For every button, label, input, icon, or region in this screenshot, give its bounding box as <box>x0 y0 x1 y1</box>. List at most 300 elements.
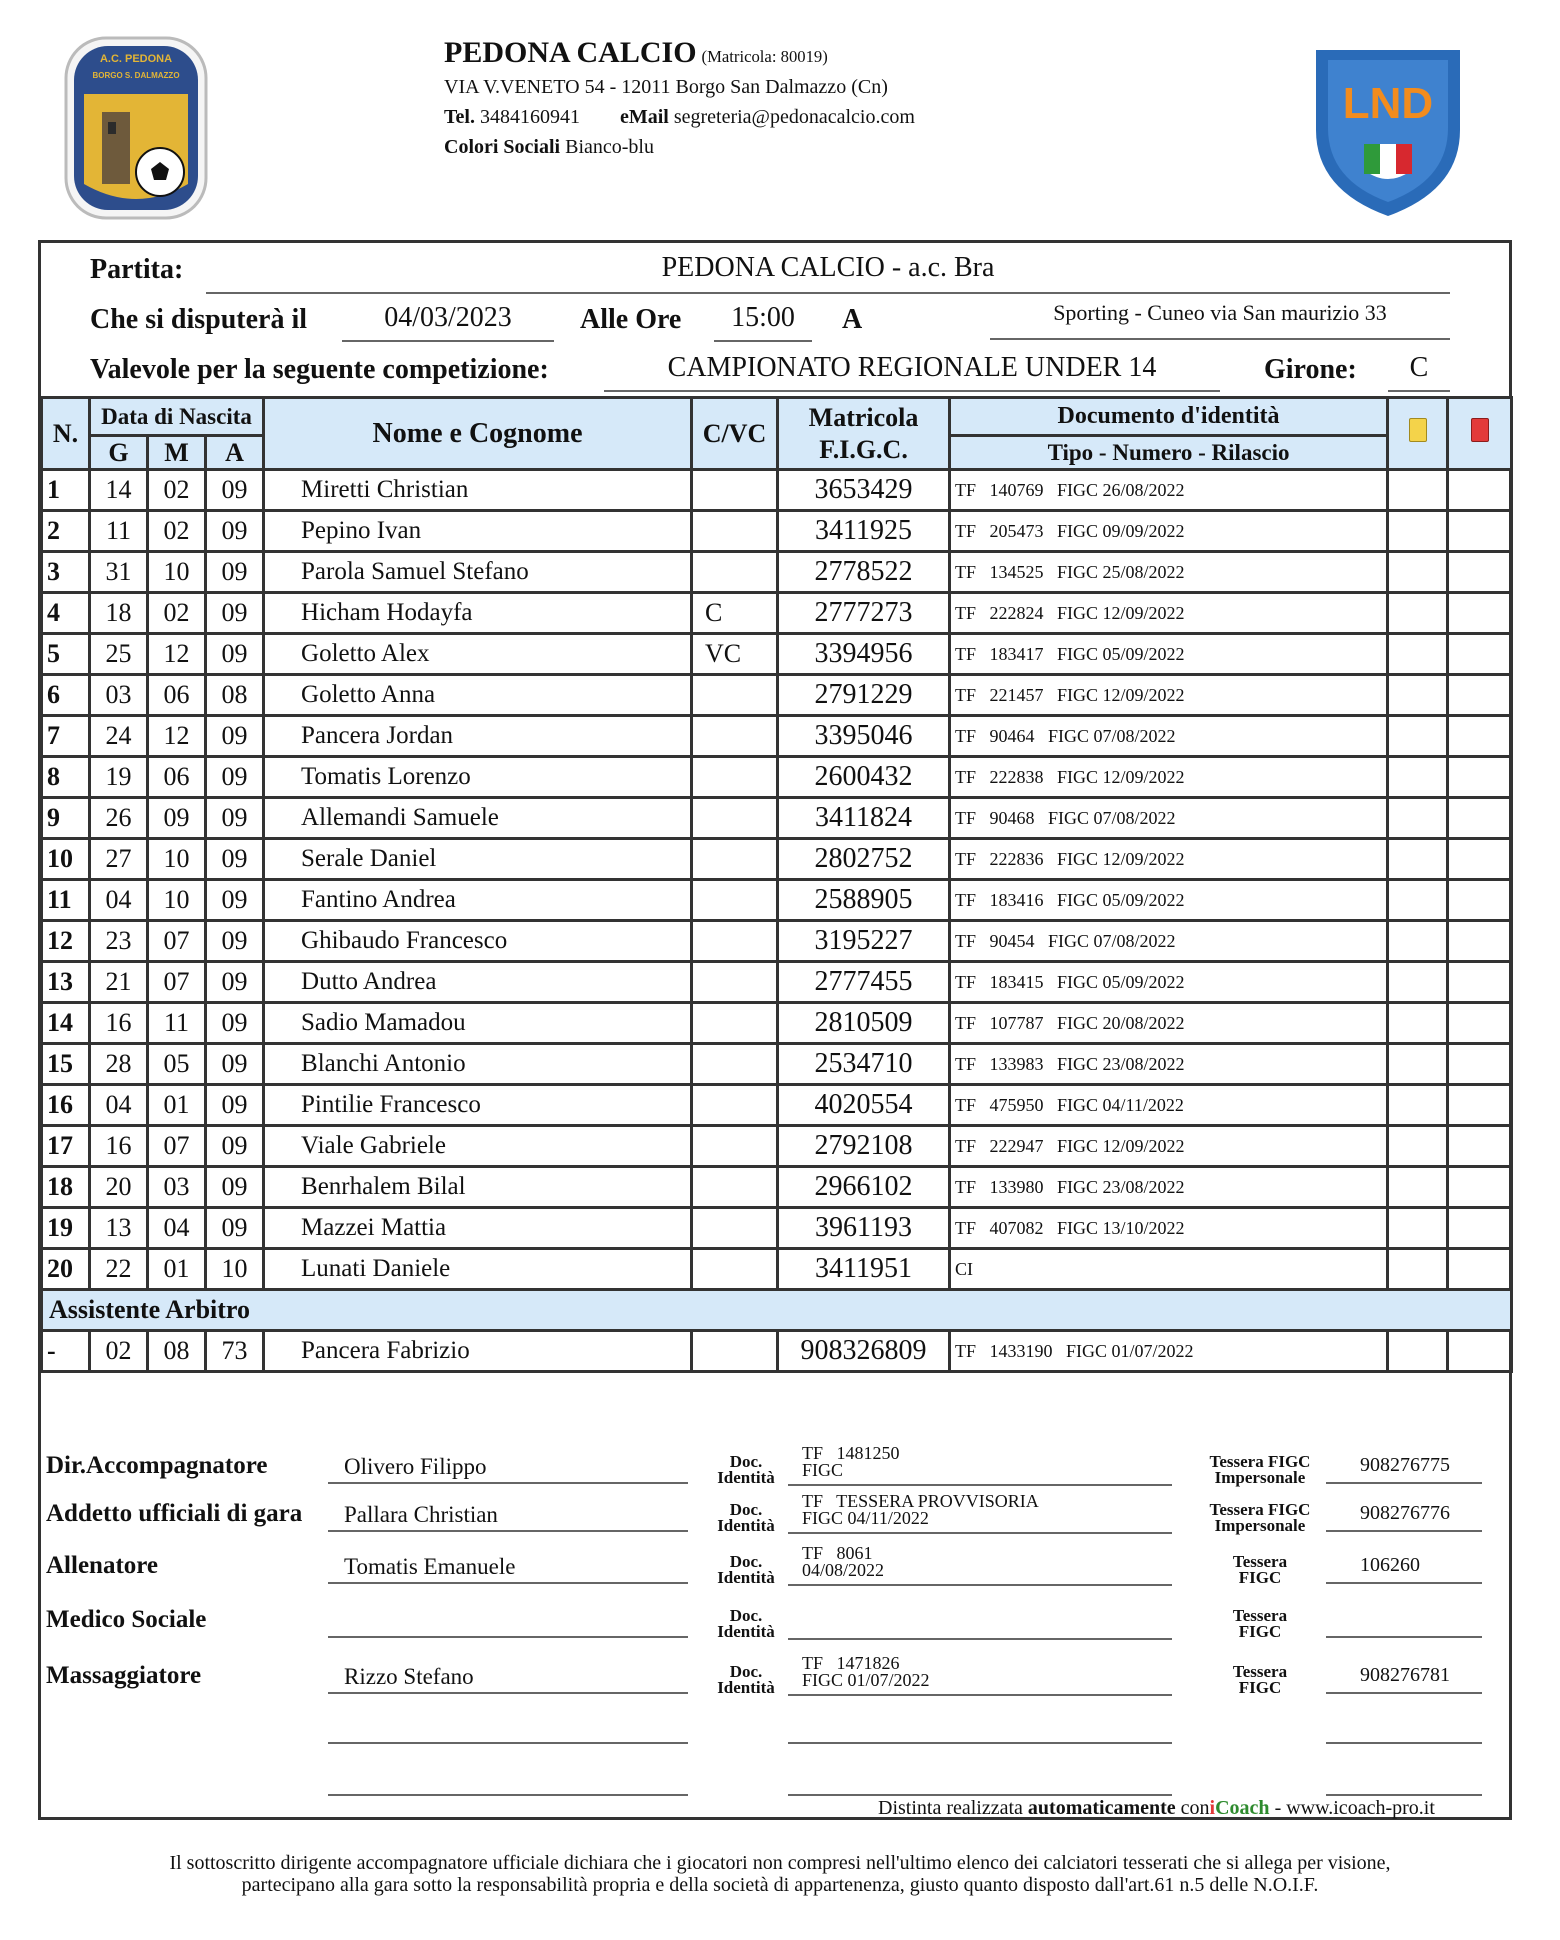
captain-cell[interactable] <box>692 1167 778 1208</box>
birth-year[interactable]: 09 <box>206 1085 264 1126</box>
matricola-cell[interactable]: 4020554 <box>778 1085 950 1126</box>
tessera-label-top: Tessera FIGC <box>1209 1452 1311 1471</box>
birth-month[interactable]: 10 <box>148 880 206 921</box>
doc-label-top: Doc. <box>729 1662 763 1681</box>
matricola-cell[interactable]: 2791229 <box>778 675 950 716</box>
red-card-cell[interactable] <box>1448 1044 1512 1085</box>
blank-tessera-line[interactable] <box>1326 1778 1482 1796</box>
row-number: 9 <box>42 798 90 839</box>
birth-year[interactable]: 08 <box>206 675 264 716</box>
birth-day[interactable]: 18 <box>90 593 148 634</box>
staff-name-field[interactable]: Pallara Christian <box>328 1502 688 1532</box>
matricola-cell[interactable]: 3394956 <box>778 634 950 675</box>
red-card-cell[interactable] <box>1448 634 1512 675</box>
birth-month[interactable]: 06 <box>148 675 206 716</box>
document-cell[interactable]: TF 222824 FIGC 12/09/2022 <box>950 593 1388 634</box>
tessera-label <box>1198 1454 1322 1486</box>
birth-year[interactable]: 09 <box>206 1003 264 1044</box>
doc-identita-label <box>708 1554 784 1586</box>
birth-month[interactable]: 08 <box>148 1331 206 1372</box>
partita-field[interactable]: PEDONA CALCIO - a.c. Bra <box>206 252 1450 294</box>
yellow-card-cell[interactable] <box>1388 675 1448 716</box>
red-card-cell[interactable] <box>1448 716 1512 757</box>
birth-year[interactable]: 09 <box>206 593 264 634</box>
captain-cell[interactable] <box>692 552 778 593</box>
matricola-cell[interactable]: 2966102 <box>778 1167 950 1208</box>
document-cell[interactable]: TF 1433190 FIGC 01/07/2022 <box>950 1331 1388 1372</box>
captain-cell[interactable] <box>692 1085 778 1126</box>
document-cell[interactable]: TF 222838 FIGC 12/09/2022 <box>950 757 1388 798</box>
birth-day[interactable]: 16 <box>90 1126 148 1167</box>
birth-year[interactable]: 10 <box>206 1249 264 1290</box>
col-nome-header: Nome e Cognome <box>264 398 692 470</box>
red-card-cell[interactable] <box>1448 552 1512 593</box>
captain-cell[interactable] <box>692 921 778 962</box>
birth-month[interactable]: 09 <box>148 798 206 839</box>
player-name[interactable]: Pintilie Francesco <box>264 1085 692 1126</box>
row-number: 19 <box>42 1208 90 1249</box>
document-cell[interactable]: TF 90464 FIGC 07/08/2022 <box>950 716 1388 757</box>
yellow-card-cell[interactable] <box>1388 634 1448 675</box>
row-number: 7 <box>42 716 90 757</box>
captain-cell[interactable] <box>692 839 778 880</box>
matricola-cell[interactable]: 2792108 <box>778 1126 950 1167</box>
captain-cell[interactable] <box>692 675 778 716</box>
data-field[interactable]: 04/03/2023 <box>342 302 554 342</box>
document-cell[interactable]: TF 183416 FIGC 05/09/2022 <box>950 880 1388 921</box>
staff-tessera-field[interactable]: 908276781 <box>1326 1664 1482 1694</box>
red-card-cell[interactable] <box>1448 962 1512 1003</box>
table-row <box>42 757 1512 798</box>
tessera-label <box>1198 1608 1322 1640</box>
matricola-cell[interactable]: 908326809 <box>778 1331 950 1372</box>
row-number: 3 <box>42 552 90 593</box>
blank-name-line[interactable] <box>328 1726 688 1744</box>
birth-day[interactable]: 25 <box>90 634 148 675</box>
birth-day[interactable]: 22 <box>90 1249 148 1290</box>
matricola-cell[interactable]: 2777455 <box>778 962 950 1003</box>
doc-label-top: Doc. <box>729 1452 763 1471</box>
disclaimer <box>40 1852 1520 1896</box>
row-number: 20 <box>42 1249 90 1290</box>
partita-label: Partita: <box>90 254 184 285</box>
birth-day[interactable]: 26 <box>90 798 148 839</box>
col-m-header: M <box>148 436 206 470</box>
staff-role-label: Massaggiatore <box>46 1662 202 1689</box>
credit-con: con <box>1180 1797 1210 1819</box>
red-card-cell[interactable] <box>1448 921 1512 962</box>
player-name[interactable]: Pancera Jordan <box>264 716 692 757</box>
document-cell[interactable]: TF 183415 FIGC 05/09/2022 <box>950 962 1388 1003</box>
birth-day[interactable]: 02 <box>90 1331 148 1372</box>
tessera-label-top: Tessera <box>1232 1662 1288 1681</box>
yellow-card-cell[interactable] <box>1388 1208 1448 1249</box>
col-documento-header: Documento d'identità <box>950 398 1388 436</box>
table-row <box>42 593 1512 634</box>
luogo-field[interactable]: Sporting - Cuneo via San maurizio 33 <box>990 300 1450 340</box>
staff-tessera-field[interactable]: 106260 <box>1326 1554 1482 1584</box>
birth-month[interactable]: 02 <box>148 511 206 552</box>
icoach-i: i <box>1209 1797 1216 1819</box>
col-matricola-header: Matricola F.I.G.C. <box>778 398 950 470</box>
red-card-cell[interactable] <box>1448 1126 1512 1167</box>
tel-value: 3484160941 <box>479 106 580 128</box>
svg-text:LND: LND <box>1342 79 1434 128</box>
tessera-label <box>1198 1664 1322 1696</box>
document-cell[interactable]: TF 140769 FIGC 26/08/2022 <box>950 470 1388 511</box>
birth-day[interactable]: 11 <box>90 511 148 552</box>
player-name[interactable]: Pepino Ivan <box>264 511 692 552</box>
staff-doc-field[interactable] <box>788 1608 1172 1640</box>
yellow-card-cell[interactable] <box>1388 757 1448 798</box>
col-a-header: A <box>206 436 264 470</box>
row-number: 4 <box>42 593 90 634</box>
birth-year[interactable]: 09 <box>206 798 264 839</box>
yellow-card-cell[interactable] <box>1388 511 1448 552</box>
table-row <box>42 552 1512 593</box>
matricola-cell[interactable]: 2802752 <box>778 839 950 880</box>
yellow-card-cell[interactable] <box>1388 1249 1448 1290</box>
yellow-card-cell[interactable] <box>1388 552 1448 593</box>
red-card-cell[interactable] <box>1448 675 1512 716</box>
birth-month[interactable]: 07 <box>148 1126 206 1167</box>
yellow-card-cell[interactable] <box>1388 798 1448 839</box>
birth-year[interactable]: 09 <box>206 470 264 511</box>
captain-cell[interactable] <box>692 962 778 1003</box>
document-cell[interactable]: TF 222836 FIGC 12/09/2022 <box>950 839 1388 880</box>
matricola-cell[interactable]: 2777273 <box>778 593 950 634</box>
birth-day[interactable]: 21 <box>90 962 148 1003</box>
staff-doc-line-1: TF 1471826 <box>802 1653 900 1673</box>
document-cell[interactable]: CI <box>950 1249 1388 1290</box>
row-number: 13 <box>42 962 90 1003</box>
player-name[interactable]: Serale Daniel <box>264 839 692 880</box>
captain-cell[interactable] <box>692 470 778 511</box>
blank-name-line[interactable] <box>328 1778 688 1796</box>
staff-doc-line-2: FIGC 04/11/2022 <box>802 1508 929 1528</box>
birth-year[interactable]: 09 <box>206 921 264 962</box>
player-name[interactable]: Allemandi Samuele <box>264 798 692 839</box>
blank-doc-line[interactable] <box>788 1726 1172 1744</box>
credit-text: Distinta realizzata <box>878 1797 1023 1819</box>
red-card-cell[interactable] <box>1448 1208 1512 1249</box>
red-card-cell[interactable] <box>1448 880 1512 921</box>
blank-tessera-line[interactable] <box>1326 1726 1482 1744</box>
red-card-icon <box>1471 418 1489 442</box>
table-row <box>42 921 1512 962</box>
staff-doc-line-1: TF 8061 <box>802 1543 873 1563</box>
document-cell[interactable]: TF 222947 FIGC 12/09/2022 <box>950 1126 1388 1167</box>
doc-identita-label <box>708 1664 784 1696</box>
red-card-cell[interactable] <box>1448 757 1512 798</box>
matricola-cell[interactable]: 2600432 <box>778 757 950 798</box>
birth-year[interactable]: 09 <box>206 1167 264 1208</box>
player-name[interactable]: Ghibaudo Francesco <box>264 921 692 962</box>
yellow-card-cell[interactable] <box>1388 716 1448 757</box>
birth-year[interactable]: 09 <box>206 1044 264 1085</box>
red-card-cell[interactable] <box>1448 1003 1512 1044</box>
table-row <box>42 1085 1512 1126</box>
birth-year[interactable]: 09 <box>206 552 264 593</box>
club-logo <box>62 34 210 222</box>
captain-cell[interactable]: VC <box>692 634 778 675</box>
red-card-cell[interactable] <box>1448 511 1512 552</box>
assistente-row <box>42 1331 1512 1372</box>
captain-cell[interactable] <box>692 880 778 921</box>
captain-cell[interactable] <box>692 1126 778 1167</box>
captain-cell[interactable] <box>692 1208 778 1249</box>
red-card-cell[interactable] <box>1448 593 1512 634</box>
birth-month[interactable]: 02 <box>148 470 206 511</box>
doc-label-top: Doc. <box>729 1552 763 1571</box>
yellow-card-cell[interactable] <box>1388 921 1448 962</box>
tessera-label-bottom: Impersonale <box>1214 1516 1306 1535</box>
birth-day[interactable]: 13 <box>90 1208 148 1249</box>
competizione-field[interactable]: CAMPIONATO REGIONALE UNDER 14 <box>604 352 1220 392</box>
club-contacts <box>444 102 915 132</box>
yellow-card-cell[interactable] <box>1388 880 1448 921</box>
birth-year[interactable]: 09 <box>206 880 264 921</box>
tessera-label <box>1198 1554 1322 1586</box>
birth-month[interactable]: 12 <box>148 716 206 757</box>
row-number: 8 <box>42 757 90 798</box>
staff-role-label: Medico Sociale <box>46 1606 207 1633</box>
birth-day[interactable]: 14 <box>90 470 148 511</box>
document-cell[interactable]: TF 90468 FIGC 07/08/2022 <box>950 798 1388 839</box>
matricola-cell[interactable]: 3411925 <box>778 511 950 552</box>
ore-field[interactable]: 15:00 <box>714 302 812 342</box>
birth-month[interactable]: 02 <box>148 593 206 634</box>
staff-name-field[interactable]: Olivero Filippo <box>328 1454 688 1484</box>
birth-month[interactable]: 10 <box>148 552 206 593</box>
doc-label-bottom: Identità <box>717 1622 775 1641</box>
birth-month[interactable]: 03 <box>148 1167 206 1208</box>
player-name[interactable]: Benrhalem Bilal <box>264 1167 692 1208</box>
birth-day[interactable]: 23 <box>90 921 148 962</box>
tessera-label <box>1198 1502 1322 1534</box>
red-card-cell[interactable] <box>1448 839 1512 880</box>
table-row <box>42 511 1512 552</box>
yellow-card-cell[interactable] <box>1388 1003 1448 1044</box>
matricola-cell[interactable]: 3195227 <box>778 921 950 962</box>
club-title <box>444 38 915 72</box>
staff-name-field[interactable]: Rizzo Stefano <box>328 1664 688 1694</box>
roster-table <box>40 396 1513 1373</box>
yellow-card-cell[interactable] <box>1388 1044 1448 1085</box>
doc-label-bottom: Identità <box>717 1516 775 1535</box>
yellow-card-cell[interactable] <box>1388 839 1448 880</box>
table-row <box>42 880 1512 921</box>
birth-year[interactable]: 09 <box>206 962 264 1003</box>
red-card-cell[interactable] <box>1448 1085 1512 1126</box>
svg-text:A.C. PEDONA: A.C. PEDONA <box>99 53 173 65</box>
matricola-cell[interactable]: 2588905 <box>778 880 950 921</box>
matricola-cell[interactable]: 3961193 <box>778 1208 950 1249</box>
birth-day[interactable]: 03 <box>90 675 148 716</box>
player-name[interactable]: Miretti Christian <box>264 470 692 511</box>
birth-year[interactable]: 09 <box>206 839 264 880</box>
girone-field[interactable]: C <box>1388 352 1450 392</box>
footer-credit <box>878 1797 1435 1820</box>
row-number: 16 <box>42 1085 90 1126</box>
birth-month[interactable]: 04 <box>148 1208 206 1249</box>
yellow-card-cell[interactable] <box>1388 593 1448 634</box>
birth-day[interactable]: 04 <box>90 880 148 921</box>
yellow-card-cell[interactable] <box>1388 1085 1448 1126</box>
player-name[interactable]: Hicham Hodayfa <box>264 593 692 634</box>
tessera-label-bottom: FIGC <box>1238 1678 1282 1697</box>
row-number: 14 <box>42 1003 90 1044</box>
birth-day[interactable]: 20 <box>90 1167 148 1208</box>
captain-cell[interactable]: C <box>692 593 778 634</box>
matricola-cell[interactable]: 2534710 <box>778 1044 950 1085</box>
credit-link[interactable]: - www.icoach-pro.it <box>1274 1797 1435 1819</box>
table-row <box>42 1208 1512 1249</box>
document-cell[interactable]: TF 475950 FIGC 04/11/2022 <box>950 1085 1388 1126</box>
colori-value: Bianco-blu <box>565 136 654 158</box>
matricola-cell[interactable]: 3411824 <box>778 798 950 839</box>
document-cell[interactable]: TF 133980 FIGC 23/08/2022 <box>950 1167 1388 1208</box>
staff-role-label: Dir.Accompagnatore <box>46 1452 268 1479</box>
document-cell[interactable]: TF 205473 FIGC 09/09/2022 <box>950 511 1388 552</box>
tessera-label-top: Tessera FIGC <box>1209 1500 1311 1519</box>
birth-day[interactable]: 24 <box>90 716 148 757</box>
table-row <box>42 675 1512 716</box>
red-card-cell[interactable] <box>1448 1167 1512 1208</box>
row-number: 17 <box>42 1126 90 1167</box>
tessera-label-bottom: Impersonale <box>1214 1468 1306 1487</box>
birth-month[interactable]: 01 <box>148 1249 206 1290</box>
colori-label: Colori Sociali <box>444 136 561 158</box>
club-address: VIA V.VENETO 54 - 12011 Borgo San Dalmazzo (Cn) <box>444 76 888 98</box>
birth-day[interactable]: 04 <box>90 1085 148 1126</box>
player-name[interactable]: Viale Gabriele <box>264 1126 692 1167</box>
red-card-cell[interactable] <box>1448 1331 1512 1372</box>
matricola-cell[interactable]: 2810509 <box>778 1003 950 1044</box>
player-name[interactable]: Pancera Fabrizio <box>264 1331 692 1372</box>
document-cell[interactable]: TF 90454 FIGC 07/08/2022 <box>950 921 1388 962</box>
matricola-cell[interactable]: 2778522 <box>778 552 950 593</box>
staff-doc-line-2: FIGC 01/07/2022 <box>802 1670 930 1690</box>
table-row <box>42 470 1512 511</box>
player-name[interactable]: Tomatis Lorenzo <box>264 757 692 798</box>
document-cell[interactable]: TF 221457 FIGC 12/09/2022 <box>950 675 1388 716</box>
document-cell[interactable]: TF 133983 FIGC 23/08/2022 <box>950 1044 1388 1085</box>
document-cell[interactable]: TF 407082 FIGC 13/10/2022 <box>950 1208 1388 1249</box>
player-name[interactable]: Lunati Daniele <box>264 1249 692 1290</box>
document-cell[interactable]: TF 134525 FIGC 25/08/2022 <box>950 552 1388 593</box>
yellow-card-cell[interactable] <box>1388 1126 1448 1167</box>
birth-month[interactable]: 11 <box>148 1003 206 1044</box>
birth-year[interactable]: 09 <box>206 1126 264 1167</box>
red-card-cell[interactable] <box>1448 470 1512 511</box>
player-name[interactable]: Blanchi Antonio <box>264 1044 692 1085</box>
player-name[interactable]: Goletto Alex <box>264 634 692 675</box>
doc-identita-label <box>708 1502 784 1534</box>
col-data-nascita-header: Data di Nascita <box>90 398 264 436</box>
staff-doc-line-2: FIGC <box>802 1460 844 1480</box>
club-info <box>444 38 915 162</box>
row-number: - <box>42 1331 90 1372</box>
player-name[interactable]: Dutto Andrea <box>264 962 692 1003</box>
player-name[interactable]: Sadio Mamadou <box>264 1003 692 1044</box>
doc-identita-label <box>708 1454 784 1486</box>
staff-tessera-field[interactable]: 908276775 <box>1326 1454 1482 1484</box>
staff-name-field[interactable] <box>328 1608 688 1638</box>
table-row <box>42 1167 1512 1208</box>
staff-role-label: Addetto ufficiali di gara <box>46 1500 303 1527</box>
table-row <box>42 839 1512 880</box>
col-g-header: G <box>90 436 148 470</box>
captain-cell[interactable] <box>692 511 778 552</box>
yellow-card-cell[interactable] <box>1388 962 1448 1003</box>
row-number: 11 <box>42 880 90 921</box>
birth-day[interactable]: 16 <box>90 1003 148 1044</box>
document-cell[interactable]: TF 107787 FIGC 20/08/2022 <box>950 1003 1388 1044</box>
document-cell[interactable]: TF 183417 FIGC 05/09/2022 <box>950 634 1388 675</box>
disclaimer-line-1: Il sottoscritto dirigente accompagnatore ufficiale dichiara che i giocatori non compresi nell'ultimo elenco dei calciatori tesserati che si allega per visione, <box>169 1852 1391 1874</box>
captain-cell[interactable] <box>692 798 778 839</box>
club-colors <box>444 132 915 162</box>
captain-cell[interactable] <box>692 1003 778 1044</box>
red-card-cell[interactable] <box>1448 1249 1512 1290</box>
col-n-header: N. <box>42 398 90 470</box>
yellow-card-cell[interactable] <box>1388 470 1448 511</box>
birth-year[interactable]: 09 <box>206 511 264 552</box>
birth-day[interactable]: 27 <box>90 839 148 880</box>
captain-cell[interactable] <box>692 1331 778 1372</box>
table-row <box>42 798 1512 839</box>
birth-month[interactable]: 12 <box>148 634 206 675</box>
birth-year[interactable]: 09 <box>206 757 264 798</box>
matricola-cell[interactable]: 3653429 <box>778 470 950 511</box>
matricola-cell[interactable]: 3395046 <box>778 716 950 757</box>
birth-day[interactable]: 28 <box>90 1044 148 1085</box>
birth-month[interactable]: 10 <box>148 839 206 880</box>
data-label: Che si disputerà il <box>90 304 308 335</box>
captain-cell[interactable] <box>692 757 778 798</box>
player-name[interactable]: Goletto Anna <box>264 675 692 716</box>
yellow-card-cell[interactable] <box>1388 1331 1448 1372</box>
yellow-card-cell[interactable] <box>1388 1167 1448 1208</box>
birth-year[interactable]: 73 <box>206 1331 264 1372</box>
staff-tessera-field[interactable] <box>1326 1608 1482 1638</box>
competizione-label: Valevole per la seguente competizione: <box>90 354 549 385</box>
tessera-label-top: Tessera <box>1232 1606 1288 1625</box>
birth-month[interactable]: 07 <box>148 921 206 962</box>
birth-month[interactable]: 05 <box>148 1044 206 1085</box>
captain-cell[interactable] <box>692 1249 778 1290</box>
birth-year[interactable]: 09 <box>206 1208 264 1249</box>
captain-cell[interactable] <box>692 1044 778 1085</box>
captain-cell[interactable] <box>692 716 778 757</box>
birth-month[interactable]: 01 <box>148 1085 206 1126</box>
blank-doc-line[interactable] <box>788 1778 1172 1796</box>
birth-month[interactable]: 06 <box>148 757 206 798</box>
red-card-cell[interactable] <box>1448 798 1512 839</box>
birth-month[interactable]: 07 <box>148 962 206 1003</box>
birth-day[interactable]: 19 <box>90 757 148 798</box>
birth-day[interactable]: 31 <box>90 552 148 593</box>
player-name[interactable]: Mazzei Mattia <box>264 1208 692 1249</box>
staff-name-field[interactable]: Tomatis Emanuele <box>328 1554 688 1584</box>
birth-year[interactable]: 09 <box>206 634 264 675</box>
player-name[interactable]: Fantino Andrea <box>264 880 692 921</box>
player-name[interactable]: Parola Samuel Stefano <box>264 552 692 593</box>
staff-tessera-field[interactable]: 908276776 <box>1326 1502 1482 1532</box>
birth-year[interactable]: 09 <box>206 716 264 757</box>
matricola-cell[interactable]: 3411951 <box>778 1249 950 1290</box>
